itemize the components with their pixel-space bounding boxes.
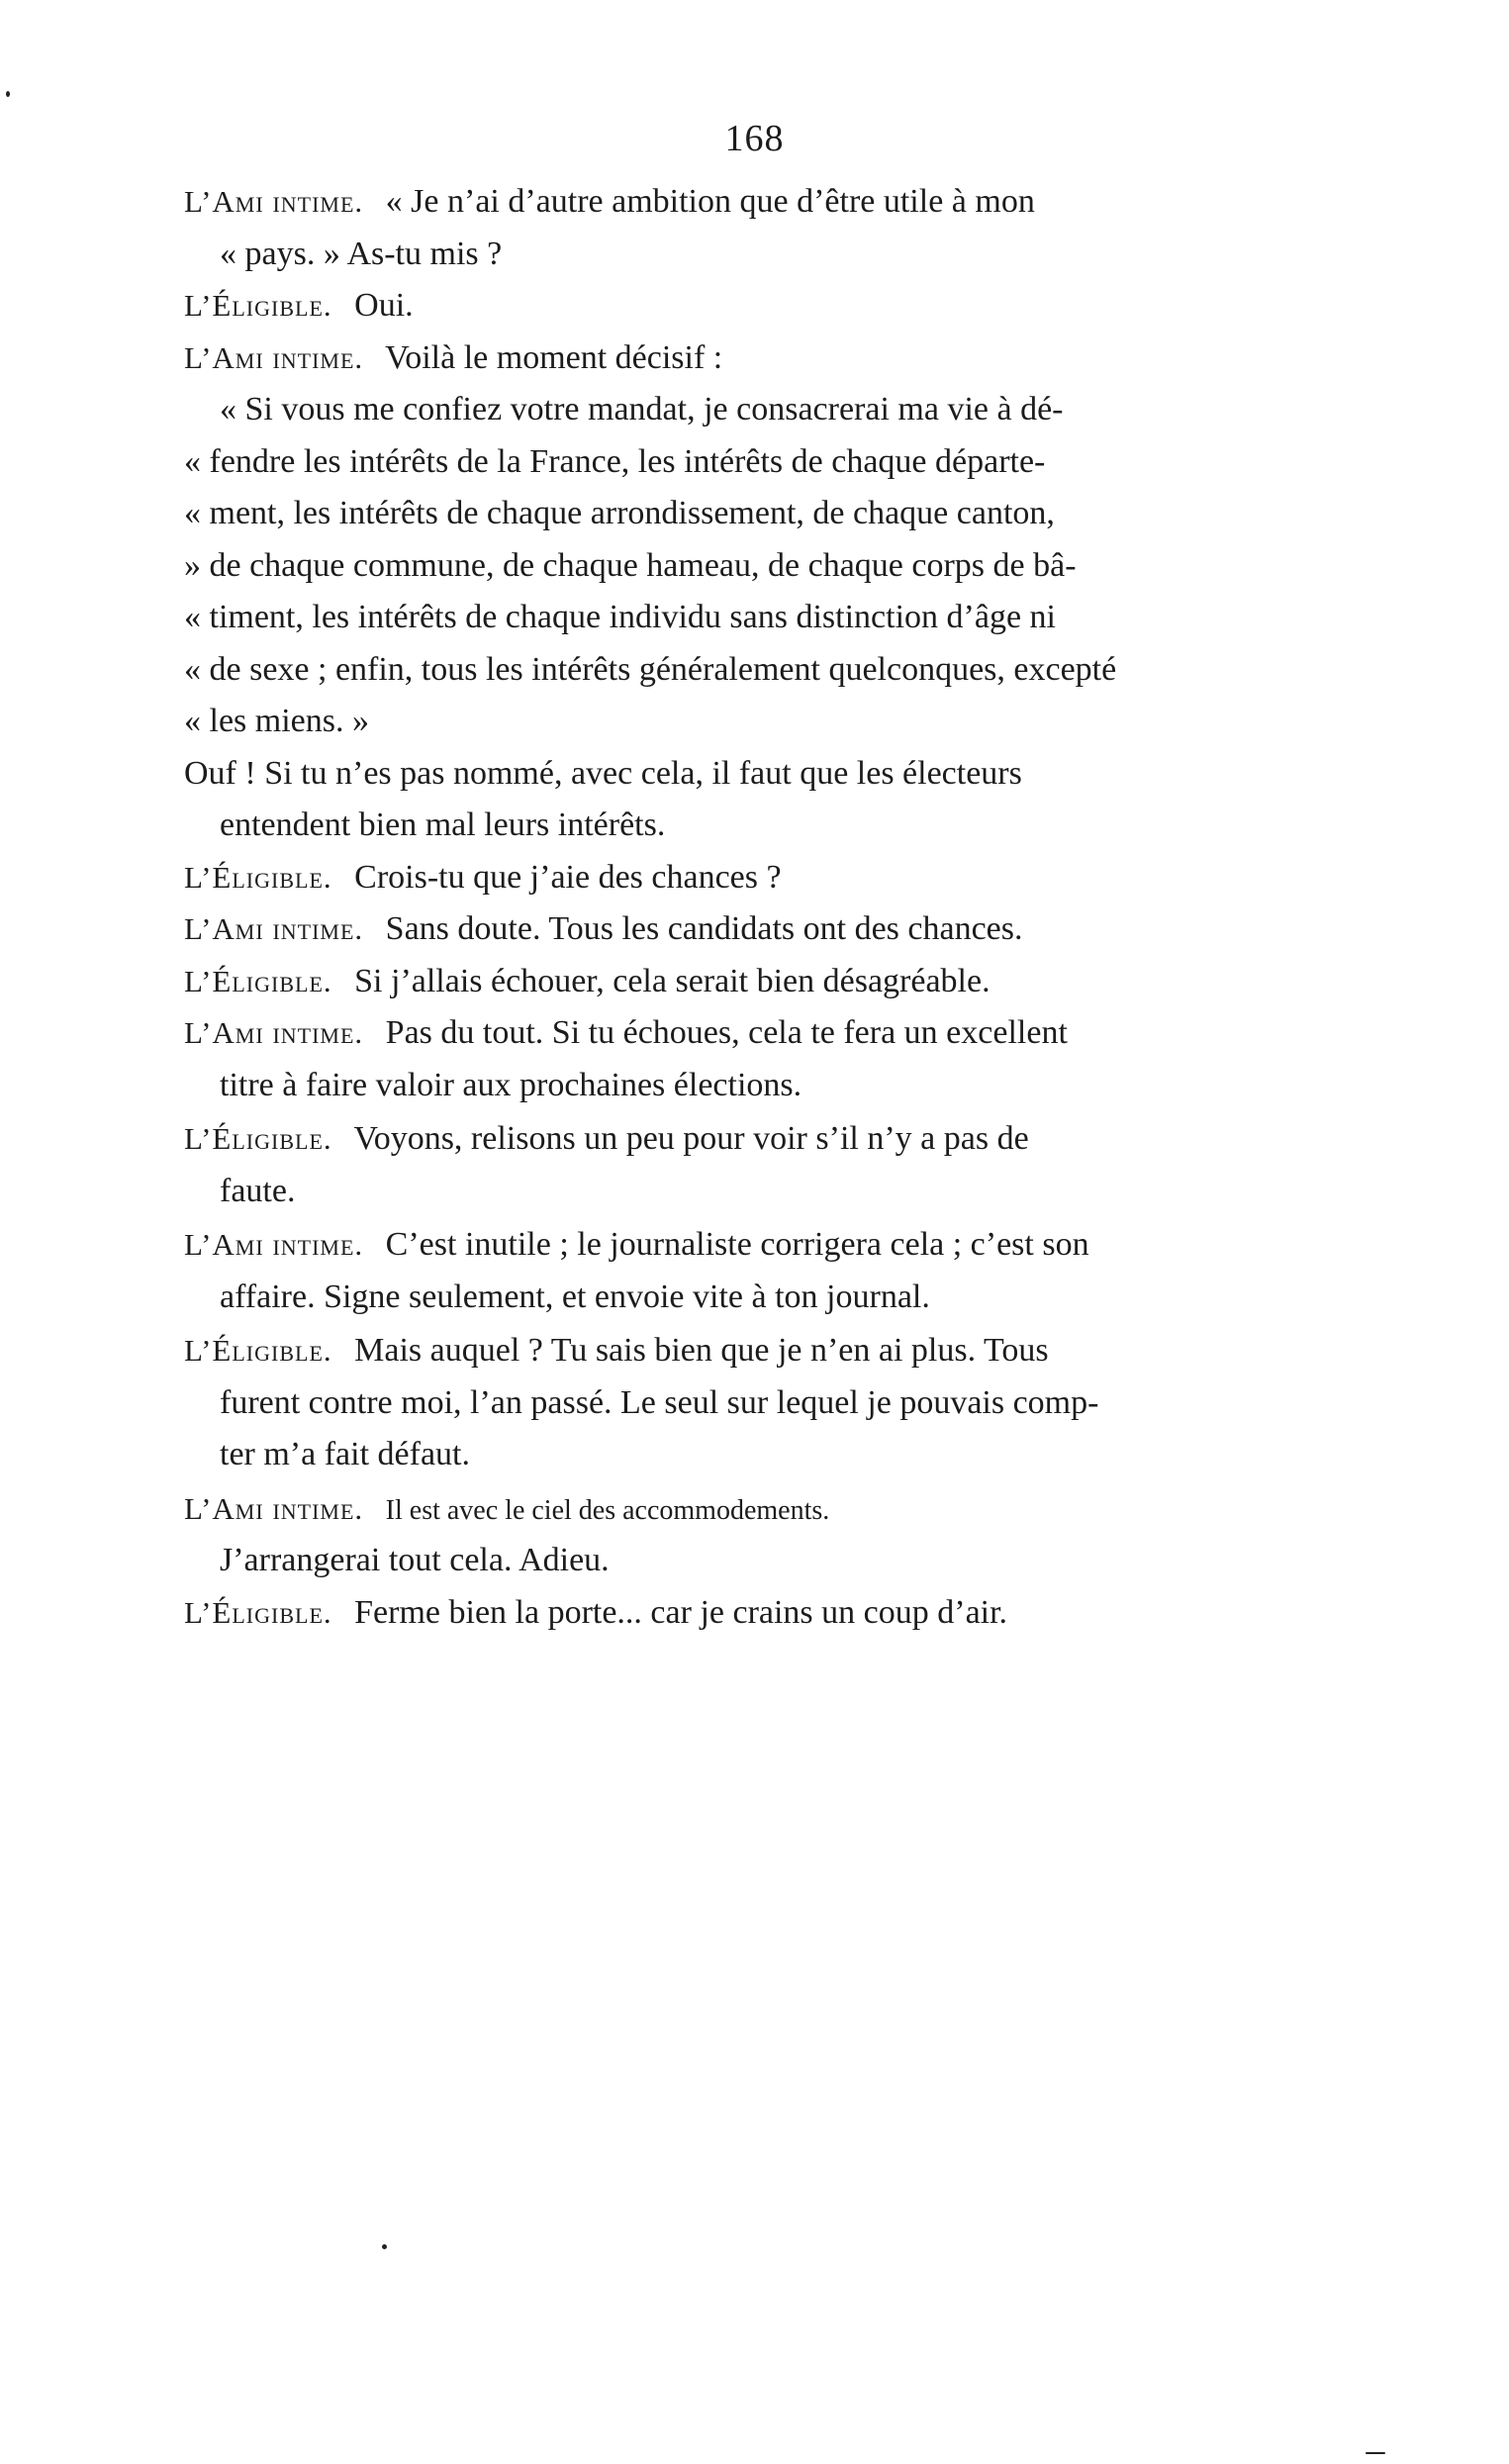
scan-speck <box>382 2244 387 2249</box>
line-text: « Si vous me confiez votre mandat, je consacrerai ma vie à dé- <box>220 391 1064 427</box>
line-text: Mais auquel ? Tu sais bien que je n’en ai plus. Tous <box>354 1332 1049 1369</box>
dialogue-line <box>184 1060 1253 1112</box>
speaker-name: L’Ami intime. <box>184 1490 364 1526</box>
dialogue-line <box>184 644 1253 697</box>
dialogue-line <box>184 1535 1253 1587</box>
line-text: « fendre les intérêts de la France, les intérêts de chaque départe- <box>184 442 1046 480</box>
line-text: J’arrangerai tout cela. Adieu. <box>220 1542 610 1578</box>
dialogue-line <box>184 1007 1253 1060</box>
dialogue-line <box>184 800 1253 852</box>
line-text: titre à faire valoir aux prochaines élections. <box>220 1066 802 1103</box>
page-number: 168 <box>724 118 785 159</box>
dialogue-line <box>184 1483 1253 1536</box>
speaker-name: L’Ami intime. <box>184 1227 364 1262</box>
line-text: « ment, les intérêts de chaque arrondissement, de chaque canton, <box>184 495 1055 531</box>
dialogue-text <box>184 176 1253 1639</box>
dialogue-line <box>184 1377 1253 1430</box>
line-text: « timent, les intérêts de chaque individu sans distinction d’âge ni <box>184 599 1056 635</box>
dialogue-line <box>184 332 1253 385</box>
line-text: « Je n’ai d’autre ambition que d’être utile à mon <box>385 183 1035 220</box>
dialogue-line <box>184 1272 1253 1324</box>
speaker-name: L’Ami intime. <box>184 339 364 375</box>
dialogue-line <box>184 1587 1253 1640</box>
line-text: Oui. <box>354 287 414 324</box>
line-text: Si j’allais échouer, cela serait bien désagréable. <box>354 962 990 999</box>
dialogue-line <box>184 1219 1253 1272</box>
line-text: « de sexe ; enfin, tous les intérêts généralement quelconques, excepté <box>184 650 1117 688</box>
speaker-name: L’Éligible. <box>184 1333 332 1368</box>
dialogue-line <box>184 436 1253 489</box>
line-text: « pays. » As-tu mis ? <box>220 235 503 272</box>
dialogue-line <box>184 1325 1253 1377</box>
speaker-name: L’Éligible. <box>184 288 332 323</box>
dialogue-line <box>184 1166 1253 1218</box>
speaker-name: L’Ami intime. <box>184 911 364 946</box>
dialogue-line <box>184 592 1253 644</box>
line-text: Voilà le moment décisif : <box>385 338 723 376</box>
line-text: affaire. Signe seulement, et envoie vite à ton journal. <box>220 1278 930 1315</box>
speaker-name: L’Ami intime. <box>184 184 364 219</box>
line-text: Sans doute. Tous les candidats ont des chances. <box>385 910 1023 947</box>
line-text: Il est avec le ciel des accommodements. <box>385 1494 830 1526</box>
dialogue-line <box>184 488 1253 540</box>
line-text: Pas du tout. Si tu échoues, cela te fera un excellent <box>385 1014 1068 1051</box>
dialogue-line <box>184 384 1253 436</box>
dialogue-line <box>184 1429 1253 1481</box>
line-text: ter m’a fait défaut. <box>220 1436 470 1472</box>
dialogue-line <box>184 176 1253 229</box>
speaker-name: L’Éligible. <box>184 859 332 895</box>
speaker-name: L’Éligible. <box>184 1594 332 1630</box>
dialogue-line <box>184 229 1253 281</box>
speaker-name: L’Ami intime. <box>184 1015 364 1050</box>
line-text: C’est inutile ; le journaliste corrigera cela ; c’est son <box>385 1226 1089 1263</box>
dialogue-line <box>184 1113 1253 1166</box>
line-text: entendent bien mal leurs intérêts. <box>220 806 666 843</box>
line-text: faute. <box>220 1172 296 1209</box>
line-text: » de chaque commune, de chaque hameau, de chaque corps de bâ- <box>184 546 1077 584</box>
line-text: Ferme bien la porte... car je crains un coup d’air. <box>354 1593 1008 1631</box>
line-text: Crois-tu que j’aie des chances ? <box>354 858 782 896</box>
line-text: Ouf ! Si tu n’es pas nommé, avec cela, il faut que les électeurs <box>184 754 1022 792</box>
dialogue-line <box>184 280 1253 332</box>
dialogue-line <box>184 696 1253 748</box>
line-text: « les miens. » <box>184 703 369 739</box>
scan-speck <box>6 91 10 97</box>
speaker-name: L’Éligible. <box>184 1121 332 1156</box>
speaker-name: L’Éligible. <box>184 963 332 998</box>
dialogue-line <box>184 956 1253 1008</box>
line-text: Voyons, relisons un peu pour voir s’il n’y a pas de <box>353 1120 1029 1157</box>
dialogue-line <box>184 748 1253 801</box>
line-text: furent contre moi, l’an passé. Le seul sur lequel je pouvais comp- <box>220 1383 1099 1421</box>
dialogue-line <box>184 903 1253 956</box>
scan-speck <box>1366 2452 1385 2454</box>
dialogue-line <box>184 852 1253 904</box>
dialogue-line <box>184 540 1253 593</box>
